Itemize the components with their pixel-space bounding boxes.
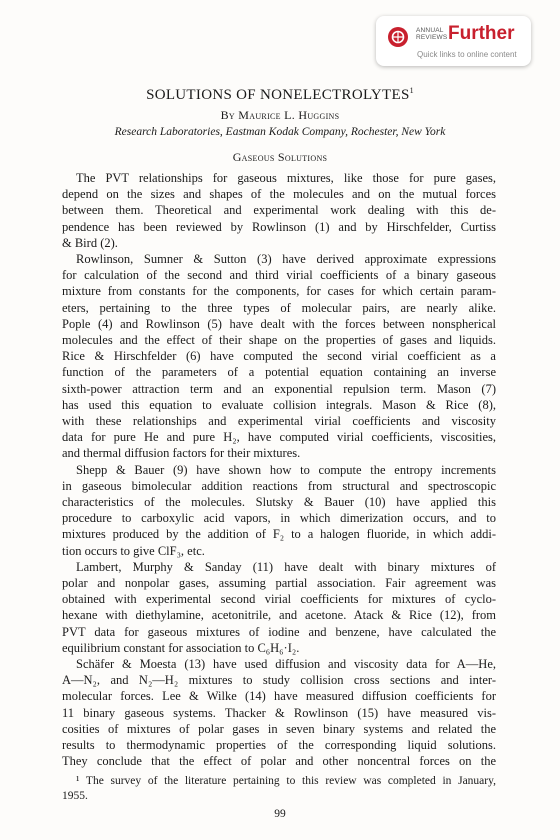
article-title bbox=[0, 86, 560, 104]
section-heading: Gaseous Solutions bbox=[232, 150, 328, 164]
body-line: pendence has been reviewed by Rowlinson (1) and by Hirschfelder, Curtiss bbox=[62, 219, 496, 234]
body-line: polar and nonpolar gases, assuming partial association. Fair agreement was bbox=[62, 576, 496, 590]
body-line: function of the parameters of a potential equation containing an inverse bbox=[62, 365, 496, 380]
body-line: The PVT relationships for gaseous mixtures, like those for pure gases, bbox=[76, 171, 496, 185]
body-line: for calculation of the second and third virial coefficients of a binary gaseous bbox=[62, 268, 496, 283]
body-line: PVT data for gaseous mixtures of iodine and benzene, have calculated the bbox=[62, 624, 496, 639]
body-line: with these relationships and experimental virial coefficients and viscosity bbox=[62, 414, 496, 428]
body-line: 11 binary gaseous systems. Thacker & Rowlinson (15) have measured vis- bbox=[62, 705, 496, 720]
body-line: A—N₂, and N₂—H₂ mixtures to study collision cross sections and inter- bbox=[62, 673, 496, 688]
badge-subtitle: Quick links to online content bbox=[417, 50, 517, 59]
body-line: results to thermodynamic properties of the corresponding liquid solutions. bbox=[62, 738, 496, 752]
body-line: mixtures produced by the addition of F₂ to a halogen fluoride, in which addi- bbox=[62, 527, 496, 542]
badge-reviews-text: REVIEWS bbox=[416, 34, 448, 41]
body-line: cosities of mixtures of polar gases in seven binary systems and related the bbox=[62, 721, 496, 736]
title-text: SOLUTIONS OF NONELECTROLYTES bbox=[146, 87, 410, 103]
title-footnote-mark: 1 bbox=[409, 86, 414, 95]
body-line: characteristics of the molecules. Slutsky & Bauer (10) have applied this bbox=[62, 495, 496, 509]
body-line: hexane with diethylamine, acetonitrile, and acetone. Atack & Rice (12), from bbox=[62, 608, 496, 623]
body-line: depend on the sizes and shapes of the molecules and on the mutual forces bbox=[62, 187, 496, 202]
body-line: molecular forces. Lee & Wilke (14) have measured diffusion coefficients for bbox=[62, 689, 496, 704]
body-line: data for pure He and pure H₂, have computed virial coefficients, viscosities, bbox=[62, 430, 496, 445]
body-line: Pople (4) and Rowlinson (5) have dealt with the forces between nonspherical bbox=[62, 316, 496, 331]
affiliation-line: Research Laboratories, Eastman Kodak Company, Rochester, New York bbox=[114, 126, 446, 138]
badge-further-label: Further bbox=[448, 23, 515, 44]
badge-publisher-name bbox=[416, 27, 447, 41]
body-line: & Bird (2). bbox=[62, 235, 118, 250]
body-line: Rowlinson, Sumner & Sutton (3) have derived approximate expressions bbox=[76, 252, 496, 266]
body-line: has used this equation to evaluate collision integrals. Mason & Rice (8), bbox=[62, 397, 496, 412]
body-line: and thermal diffusion factors for their mixtures. bbox=[62, 446, 301, 461]
body-line: eters, pertaining to the three types of molecular pairs, are nearly alike. bbox=[62, 300, 496, 315]
body-line: tion occurs to give ClF₃, etc. bbox=[62, 543, 205, 558]
annual-reviews-logo-icon bbox=[387, 26, 409, 48]
body-line: mixture from constants for the components, for cases for which certain param- bbox=[62, 284, 496, 299]
body-line: Rice & Hirschfelder (6) have computed the second virial coefficient as a bbox=[62, 349, 496, 364]
body-line: molecules and the effect of their shape on the properties of gases and liquids. bbox=[62, 333, 496, 347]
body-line: equilibrium constant for association to C₆H₆·I₂. bbox=[62, 640, 300, 655]
body-line: obtained with experimental second virial coefficients for mixtures of cyclo- bbox=[62, 592, 496, 607]
body-line: procedure to carboxylic acid vapors, in which dimerization occurs, and to bbox=[62, 511, 496, 526]
body-line: Lambert, Murphy & Sanday (11) have dealt with binary mixtures of bbox=[76, 559, 496, 574]
body-line: Schäfer & Moesta (13) have used diffusion and viscosity data for A—He, bbox=[76, 657, 496, 671]
body-line: They conclude that the effect of polar and other noncentral forces on the bbox=[62, 754, 496, 769]
body-line: Shepp & Bauer (9) have shown how to compute the entropy increments bbox=[76, 462, 496, 477]
footnote-line: 1955. bbox=[62, 790, 88, 803]
body-line: sixth-power attraction term and an exponential repulsion term. Mason (7) bbox=[62, 381, 496, 396]
body-line: between them. Theoretical and experimental work dealing with this de- bbox=[62, 203, 496, 218]
further-badge[interactable] bbox=[376, 16, 531, 66]
body-line: in gaseous bimolecular addition reactions from structural and spectroscopic bbox=[62, 478, 496, 493]
page-number: 99 bbox=[274, 808, 286, 821]
footnote-line: ¹ The survey of the literature pertaining to this review was completed in January, bbox=[76, 775, 496, 788]
badge-annual-text: ANNUAL bbox=[416, 27, 444, 34]
author-line: By Maurice L. Huggins bbox=[220, 108, 340, 122]
